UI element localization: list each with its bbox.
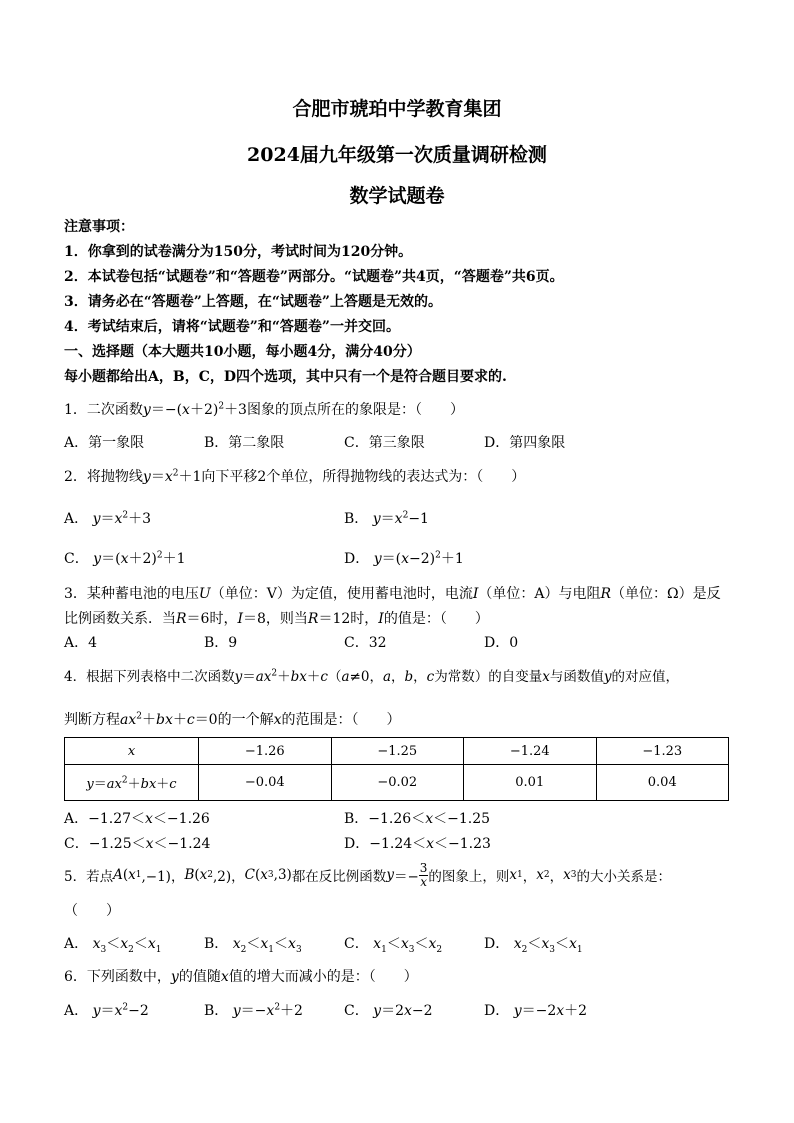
question-5-paren: （ ）	[64, 903, 120, 919]
option-letter: C．	[64, 836, 89, 852]
note-item: 2．本试卷包括“试题卷”和“答题卷”两部分。“试题卷”共4页，“答题卷”共6页。	[64, 269, 564, 285]
q1-option-b: B．第二象限	[204, 435, 285, 451]
q3-option-a: A．4	[64, 635, 98, 651]
question-5-line1: 5．若点 A ( x 1 ,−1)， B ( x 2 ,2)， C ( x 3 ,3) 都在反比例函数 y ＝− $\frac{3}{x}$ 的图象上，则 x 1 ， x 2 ， x 3 的大小关系是：	[64, 860, 671, 889]
option-letter: D．	[484, 936, 510, 952]
q3-text: 的值是：（ ）	[383, 611, 489, 627]
option-letter: C．	[344, 1003, 369, 1019]
q2-prefix: 2．将抛物线	[64, 469, 143, 485]
q4-text: 的范围是：（ ）	[281, 712, 401, 728]
q4-option-a: A．−1.27＜x＜−1.26	[64, 811, 210, 827]
option-letter: D．	[344, 551, 370, 567]
option-letter: C．	[344, 936, 369, 952]
q4-text: ，	[391, 669, 405, 685]
q3-text: 时，	[209, 611, 238, 627]
q6-option-a: A． $y=x^2-2$	[64, 1002, 149, 1019]
table-cell: −1.24	[464, 738, 597, 765]
option-letter: B．	[204, 936, 229, 952]
fraction: $\frac{3}{x}$	[419, 860, 428, 889]
q3-option-d: D．0	[484, 635, 519, 651]
q2-option-b: B． $y=x^2-1$	[344, 510, 429, 527]
question-3-line2: 比例函数关系．当R＝6时，I＝8，则当R＝12时，I的值是：（ ）	[64, 611, 489, 627]
q1-option-c: C．第三象限	[344, 435, 425, 451]
school-title: 合肥市琥珀中学教育集团	[292, 98, 502, 120]
option-letter: D．	[484, 1003, 510, 1019]
q5-option-d: D． $x_2<x_3<x_1$	[484, 936, 583, 955]
subject-title: 数学试题卷	[349, 185, 445, 207]
q4-value-table	[64, 737, 729, 801]
option-letter: C．	[64, 551, 89, 567]
note-item: 1．你拿到的试卷满分为150分，考试时间为120分钟。	[64, 244, 413, 260]
q3-option-c: C．32	[344, 635, 387, 651]
q1-option-d: D．第四象限	[484, 435, 566, 451]
q4-text: ，	[369, 669, 383, 685]
q4-option-d: D．−1.24＜x＜−1.23	[344, 836, 491, 852]
option-letter: B．	[204, 1003, 229, 1019]
section-instruction: 每小题都给出A，B，C，D四个选项，其中只有一个是符合题目要求的.	[64, 369, 507, 385]
q2-option-c: C． $y=(x+2)^2+1$	[64, 550, 186, 567]
q2-option-d: D． $y=(x-2)^2+1$	[344, 550, 464, 567]
q1-formula: $y=-(x+2)^2+3$	[142, 401, 247, 418]
q6-option-d: D． y＝−2x＋2	[484, 1003, 588, 1019]
q5-option-c: C． $x_1<x_3<x_2$	[344, 936, 443, 955]
note-item: 4．考试结束后，请将“试题卷”和“答题卷”一并交回。	[64, 319, 400, 335]
table-header-x: x	[65, 738, 199, 765]
section-heading: 一、选择题（本大题共10小题，每小题4分，满分40分）	[64, 344, 421, 360]
q4-text: 为常数）的自变量	[434, 669, 543, 685]
q4-text: 的对应值，	[611, 669, 679, 685]
q6-option-b: B． $y=-x^2+2$	[204, 1002, 303, 1019]
option-letter: A．	[64, 511, 89, 527]
q3-text: 3．某种蓄电池的电压	[64, 586, 199, 602]
q1-suffix: 图象的顶点所在的象限是：（ ）	[246, 402, 464, 418]
q4-text: 4．根据下列表格中二次函数	[64, 669, 235, 685]
q2-formula: $y=x^2+1$	[142, 468, 202, 485]
q3-text: （单位：V）为定值，使用蓄电池时，电流	[210, 586, 473, 602]
option-letter: B．	[344, 511, 369, 527]
q4-option-b: B．−1.26＜x＜−1.25	[344, 811, 491, 827]
q6-text: 6．下列函数中，	[64, 969, 171, 985]
question-3-line1: 3．某种蓄电池的电压U（单位：V）为定值，使用蓄电池时，电流I（单位：A）与电阻R（单位：Ω）是反	[64, 586, 721, 602]
option-letter: B．	[344, 811, 369, 827]
q4-text: ，	[413, 669, 427, 685]
table-row	[65, 765, 729, 801]
q6-text: 值的增大而减小的是：（ ）	[228, 969, 418, 985]
q4-text: 判断方程	[64, 712, 120, 728]
exam-title: 2024届九年级第一次质量调研检测	[247, 144, 547, 166]
q5-option-a: A． $x_3<x_2<x_1$	[64, 936, 162, 955]
question-2	[64, 466, 525, 486]
note-item: 3．请务必在“答题卷”上答题，在“试题卷”上答题是无效的。	[64, 294, 442, 310]
q3-text: （单位：A）与电阻	[478, 586, 601, 602]
option-letter: A．	[64, 936, 89, 952]
q4-option-c: C．−1.25＜x＜−1.24	[64, 836, 211, 852]
q3-text: 比例函数关系．当	[64, 611, 176, 627]
table-cell: −0.02	[331, 765, 464, 801]
question-1	[64, 399, 464, 419]
table-cell: −1.25	[331, 738, 464, 765]
table-header-y: $y=ax^2+bx+c$	[65, 765, 199, 801]
q2-suffix: 向下平移2个单位，所得抛物线的表达式为：（ ）	[201, 469, 526, 485]
table-cell: −1.26	[199, 738, 332, 765]
q3-text: 时，	[350, 611, 379, 627]
q4-text: （	[327, 669, 342, 685]
question-6: 6．下列函数中，y的值随x值的增大而减小的是：（ ）	[64, 969, 418, 985]
q1-option-a: A．第一象限	[64, 435, 145, 451]
q5-text: 的大小关系是：	[576, 869, 671, 885]
q5-text: 5．若点	[64, 869, 114, 885]
q6-text: 的值随	[178, 969, 221, 985]
question-4-line1: 4．根据下列表格中二次函数$y=ax^2+bx+c(a\ne 0$，a，b，c为常数）的自变量x与函数值y的对应值，	[64, 668, 679, 685]
q2-option-a: A． $y=x^2+3$	[64, 510, 152, 527]
q5-option-b: B． $x_2<x_1<x_3$	[204, 936, 302, 955]
q4-text: 的一个解	[217, 712, 274, 728]
q3-text: （单位：Ω）是反	[611, 586, 721, 602]
table-cell: −1.23	[596, 738, 729, 765]
q1-prefix: 1．二次函数	[64, 402, 143, 418]
q3-text: ，则当	[265, 611, 308, 627]
notes-heading: 注意事项：	[64, 219, 134, 235]
option-letter: D．	[344, 836, 370, 852]
table-cell: 0.01	[464, 765, 597, 801]
table-row	[65, 738, 729, 765]
q6-option-c: C． y＝2x−2	[344, 1003, 433, 1019]
q5-text: 都在反比例函数	[291, 869, 387, 885]
option-letter: A．	[64, 811, 89, 827]
q4-text: 与函数值	[549, 669, 604, 685]
question-4-line2: 判断方程$ax^2+bx+c=0$的一个解x的范围是：（ ）	[64, 711, 401, 728]
q3-option-b: B．9	[204, 635, 238, 651]
option-letter: A．	[64, 1003, 89, 1019]
table-cell: 0.04	[596, 765, 729, 801]
table-cell: −0.04	[199, 765, 332, 801]
q5-text: 的图象上，则	[428, 869, 510, 885]
